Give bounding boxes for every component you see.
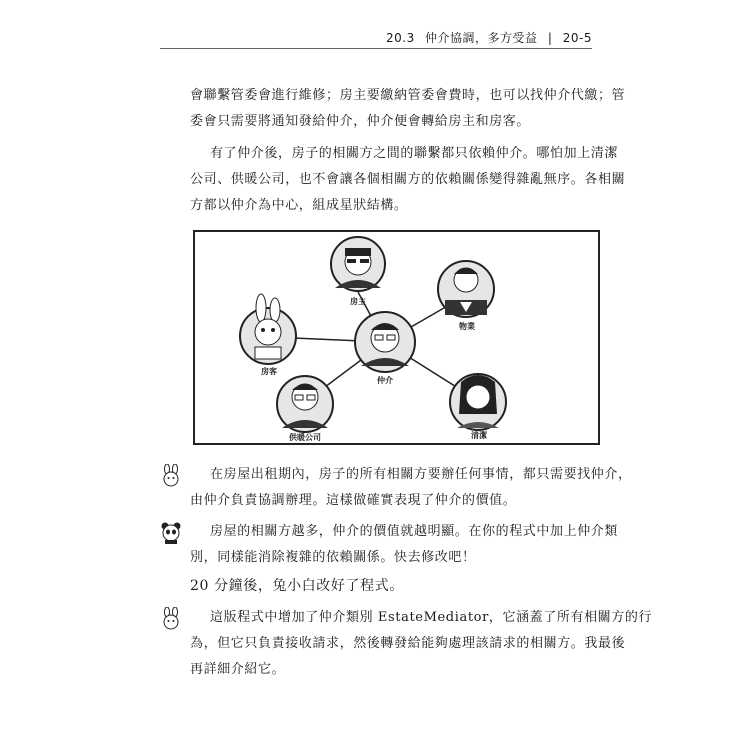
- dialog-rabbit-1: [190, 462, 632, 514]
- paragraph-line: 公司、供暖公司，也不會讓各個相關方的依賴關係變得雜亂無序。各相關: [190, 172, 626, 187]
- section-title: 仲介協調，多方受益: [425, 31, 538, 45]
- committee-avatar: [438, 261, 494, 317]
- cleaning-company-avatar: [450, 374, 506, 430]
- owner-avatar: [331, 237, 385, 291]
- paragraph-2: [190, 141, 626, 219]
- rabbit-icon: [160, 464, 182, 488]
- section-number: 20.3: [386, 31, 415, 45]
- dialog-line: 房屋的相關方越多，仲介的價值就越明顯。在你的程式中加上仲介類: [210, 524, 619, 539]
- panda-icon: [160, 521, 182, 545]
- running-header: [160, 30, 592, 49]
- star-structure-diagram: [193, 230, 600, 445]
- paragraph-line: 方都以仲介為中心，組成星狀結構。: [190, 198, 408, 213]
- dialog-line: 由仲介負責協調辦理。這樣做確實表現了仲介的價值。: [190, 493, 517, 508]
- header-separator: |: [547, 31, 553, 45]
- dialog-rabbit-2: [190, 605, 653, 683]
- heating-label: 供暖公司: [289, 433, 321, 442]
- rabbit-icon: [160, 607, 182, 631]
- tenant-label: 房客: [261, 367, 277, 376]
- dialog-line: 為，但它只負責接收請求，然後轉發給能夠處理該請求的相關方。我最後: [190, 636, 626, 651]
- paragraph-line: 會聯繫管委會進行維修；房主要繳納管委會費時，也可以找仲介代繳；管: [190, 88, 626, 103]
- owner-label: 房主: [350, 297, 366, 306]
- heating-company-avatar: [277, 376, 333, 432]
- dialog-line: 這版程式中增加了仲介類別 EstateMediator，它涵蓋了所有相關方的行: [210, 610, 653, 625]
- paragraph-line: 有了仲介後，房子的相關方之間的聯繫都只依賴仲介。哪怕加上清潔: [210, 146, 619, 161]
- page-number: 20-5: [562, 31, 592, 45]
- mediator-avatar: [355, 312, 415, 372]
- diagram-canvas: [195, 232, 598, 443]
- mediator-label: 仲介: [377, 376, 393, 385]
- cleaning-label: 清潔: [471, 431, 487, 440]
- paragraph-1: [190, 83, 626, 135]
- dialog-panda: [190, 519, 619, 571]
- dialog-line: 別，同樣能消除複雜的依賴關係。快去修改吧！: [190, 550, 476, 565]
- dialog-line: 再詳細介紹它。: [190, 662, 286, 677]
- dialog-line: 在房屋出租期內，房子的所有相關方要辦任何事情，都只需要找仲介，: [210, 467, 632, 482]
- committee-label: 物業: [459, 322, 475, 331]
- paragraph-line: 委會只需要將通知發給仲介，仲介便會轉給房主和房客。: [190, 114, 531, 129]
- tenant-rabbit-avatar: [240, 294, 296, 364]
- narration: 20 分鐘後，兔小白改好了程式。: [190, 578, 404, 594]
